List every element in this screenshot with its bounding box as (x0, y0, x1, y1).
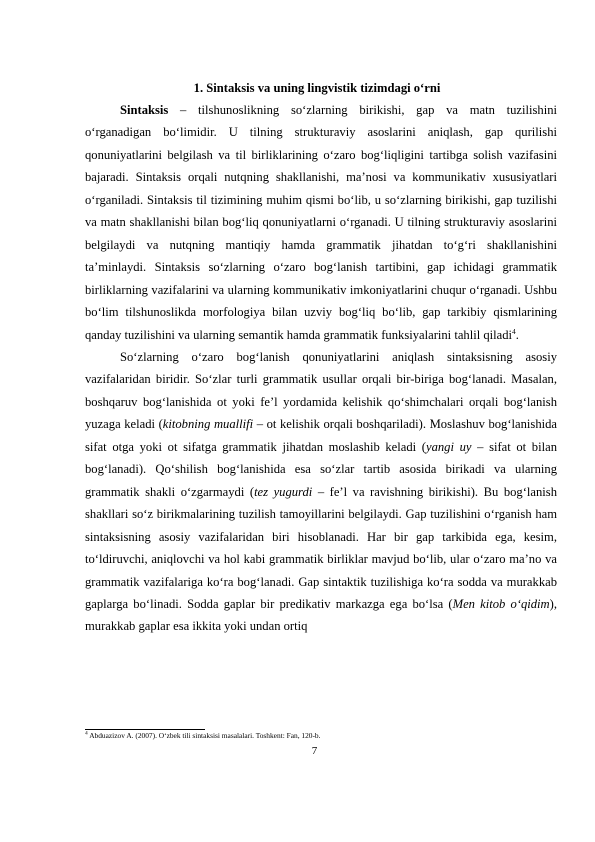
example-tez-yugurdi: tez yugurdi (254, 484, 313, 499)
paragraph-2-text-5: ), murakkab gaplar esa ikkita yoki undan ortiq (85, 596, 557, 634)
example-men-kitob-oqidim: Men kitob o‘qidim (452, 596, 550, 611)
body-text (85, 99, 557, 638)
footnote-number: 4 (85, 730, 88, 737)
footnote-divider (85, 729, 205, 730)
paragraph-2-text-1: So‘zlarning o‘zaro bog‘lanish qonuniyatlarini aniqlash sintaksisning asosiy vazifalaridan biridir. So‘zlar turli grammatik usullar orqali bir-biriga bog‘lanadi. Masalan, boshqaruv bog‘lanishida ot yoki fe’l yordamida kelishik qo‘shimchalari orqali bog‘lanish yuzaga keladi ( (85, 349, 557, 432)
example-yangi-uy: yangi uy (426, 439, 472, 454)
paragraph-connections (85, 346, 557, 638)
paragraph-sintaksis-definition (85, 99, 557, 346)
paragraph-2-text-4: – fe’l va ravishning birikishi). Bu bog‘lanish shakllari so‘z birikmalarining tuzilish tamoyillarini belgilaydi. Gap tuzilishini o‘rganish ham sintaksisning asosiy vazifalaridan biri hisoblanadi. Har bir gap tarkibida ega, kesim, to‘ldiruvchi, aniqlovchi va hol kabi grammatik birliklar mavjud bo‘lib, ular o‘zaro ma’no va grammatik vazifalariga ko‘ra bog‘lanadi. Gap sintaktik tuzilishiga ko‘ra sodda va murakkab gaplarga bo‘linadi. Sodda gaplar bir predikativ markazga ega bo‘lsa ( (85, 484, 557, 611)
paragraph-1-text: – tilshunoslikning so‘zlarning birikishi, gap va matn tuzilishini o‘rganadigan bo‘limidir. U tilning strukturaviy asoslarini aniqlash, gap qurilishi qonuniyatlarini belgilash va til birliklarining o‘zaro bog‘liqligini tartibga solish vazifasini bajaradi. Sintaksis orqali nutqning shakllanishi, ma’nosi va kommunikativ xususiyatlari o‘rganiladi. Sintaksis til tizimining muhim qismi bo‘lib, u so‘zlarning birikishi, gap tuzilishi va matn shakllanishi bilan bog‘liq qonuniyatlarni o‘rganadi. U tilning strukturaviy asoslarini belgilaydi va nutqning mantiqiy hamda grammatik jihatdan to‘g‘ri shakllanishini ta’minlaydi. Sintaksis so‘zlarning o‘zaro bog‘lanish tartibini, gap ichidagi grammatik birliklarning vazifalarini va ularning kommunikativ imkoniyatlarini chuqur o‘rganadi. Ushbu bo‘lim tilshunoslikda morfologiya bilan uzviy bog‘liq bo‘lib, gap tarkibiy qismlarining qanday tuzilishini va ularning semantik hamda grammatik funksiyalarini tahlil qiladi (85, 103, 557, 342)
paragraph-1-end: . (515, 327, 519, 342)
example-kitobning-muallifi: kitobning muallifi (162, 417, 254, 432)
page-number: 7 (311, 745, 318, 757)
footnote (85, 731, 557, 741)
footnote-reference[interactable]: 4 (512, 326, 516, 336)
footnote-text: Abduazizov A. (2007). O‘zbek tili sintaksisi masalalari. Toshkent: Fan, 120-b. (87, 731, 321, 740)
paragraph-2-text-3: – sifat ot bilan bog‘lanadi). Qo‘shilish bog‘lanishida esa so‘zlar tartib asosida birikadi va ularning grammatik shakli o‘zgarmaydi ( (85, 439, 557, 499)
term-sintaksis: Sintaksis (120, 103, 169, 117)
section-heading: 1. Sintaksis va uning lingvistik tizimdagi o‘rni (193, 81, 441, 95)
paragraph-2-text-2: – ot kelishik orqali boshqariladi). Moslashuv bog‘lanishida sifat otga yoki ot sifatga grammatik jihatdan moslashib keladi ( (85, 417, 558, 454)
